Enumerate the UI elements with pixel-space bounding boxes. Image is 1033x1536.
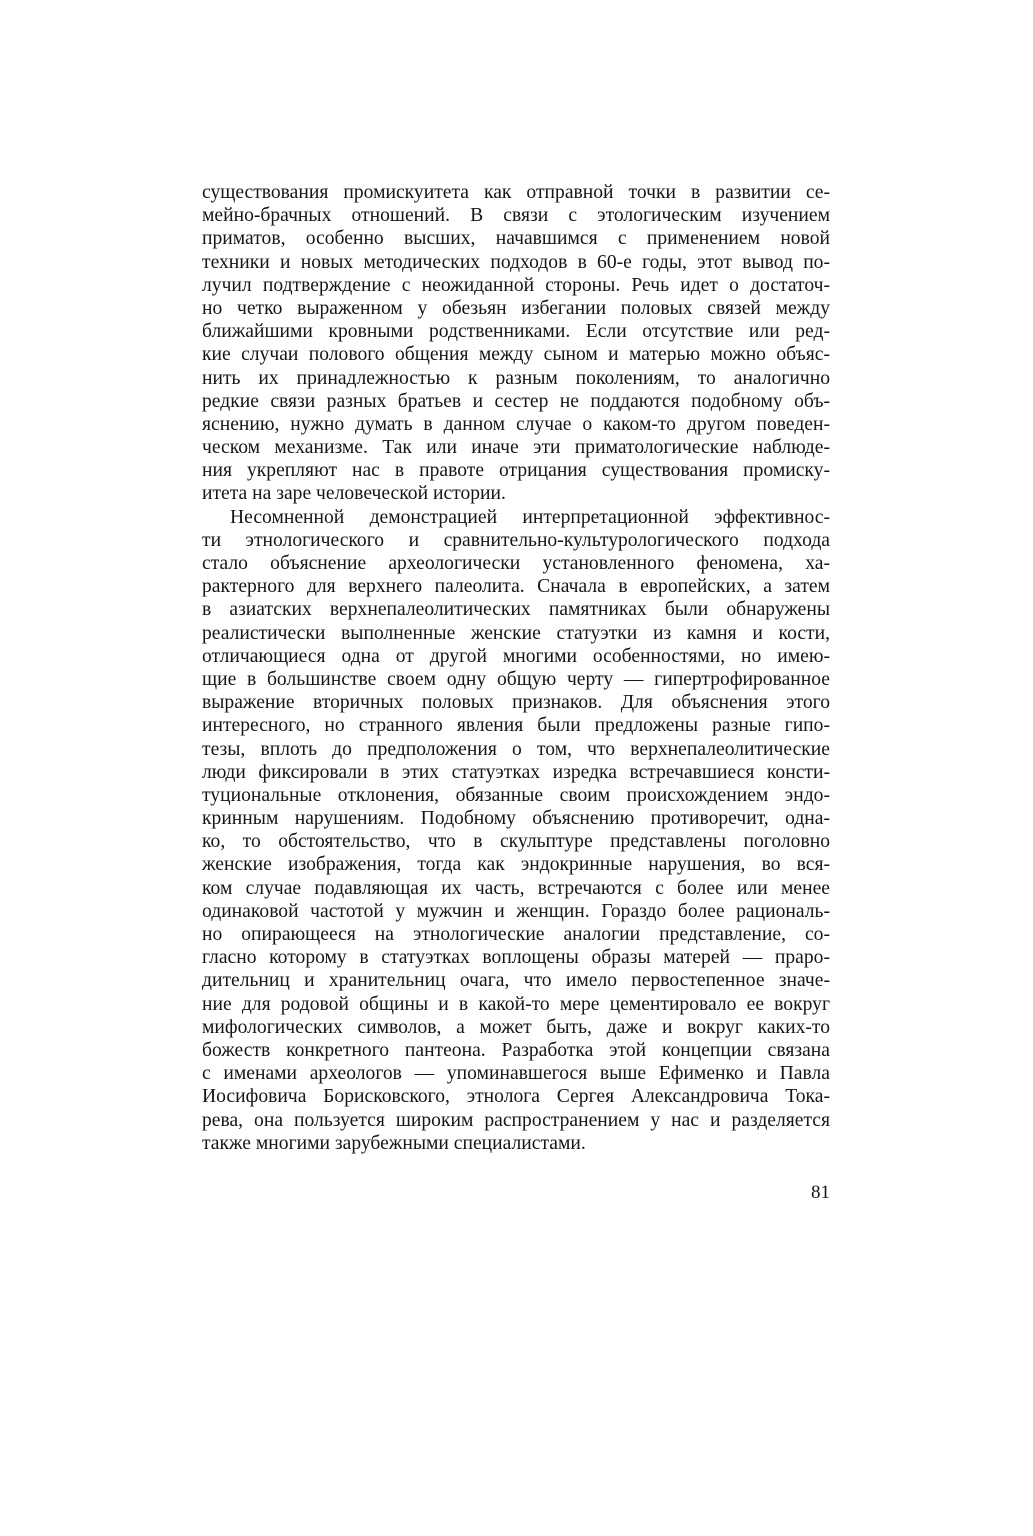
text-line: божеств конкретного пантеона. Разработка этой концепции связана bbox=[202, 1039, 830, 1061]
paragraph bbox=[202, 181, 830, 506]
text-line: техники и новых методических подходов в 60-е годы, этот вывод по- bbox=[202, 251, 830, 273]
text-line: приматов, особенно высших, начавшимся с применением новой bbox=[202, 228, 830, 250]
text-line: ния укрепляют нас в правоте отрицания существования промиску- bbox=[202, 460, 830, 482]
text-line: реалистически выполненные женские статуэтки из камня и кости, bbox=[202, 622, 830, 644]
text-line: гласно которому в статуэтках воплощены образы матерей — праро- bbox=[202, 947, 830, 969]
text-line: редкие связи разных братьев и сестер не поддаются подобному объ- bbox=[202, 390, 830, 412]
text-line: рева, она пользуется широким распространением у нас и разделяется bbox=[202, 1109, 830, 1131]
text-line: ближайшими кровными родственниками. Если отсутствие или ред- bbox=[202, 321, 830, 343]
text-line: одинаковой частотой у мужчин и женщин. Гораздо более рациональ- bbox=[202, 900, 830, 922]
text-line: стало объяснение археологически установленного феномена, ха- bbox=[202, 553, 830, 574]
text-line: мифологических символов, а может быть, даже и вокруг каких-то bbox=[202, 1016, 830, 1038]
text-line: ческом механизме. Так или иначе эти приматологические наблюде- bbox=[202, 437, 830, 459]
text-line: ние для родовой общины и в какой-то мере цементировало ее вокруг bbox=[202, 993, 830, 1015]
text-line: в азиатских верхнепалеолитических памятниках были обнаружены bbox=[202, 599, 830, 621]
text-line: существования промискуитета как отправной точки в развитии се- bbox=[202, 182, 830, 203]
text-line: ко, то обстоятельство, что в скульптуре представлены поголовно bbox=[202, 831, 830, 853]
text-line: но четко выраженном у обезьян избегании половых связей между bbox=[202, 297, 830, 319]
body-text bbox=[202, 181, 830, 1155]
text-line: кринным нарушениям. Подобному объяснению противоречит, одна- bbox=[202, 808, 830, 830]
text-line: щие в большинстве своем одну общую черту — гипертрофированное bbox=[202, 668, 830, 690]
text-line: ти этнологического и сравнительно-культурологического подхода bbox=[202, 529, 830, 551]
text-line: нить их принадлежностью к разным поколениям, то аналогично bbox=[202, 367, 830, 389]
text-line: мейно-брачных отношений. В связи с этологическим изучением bbox=[202, 205, 830, 227]
text-line: яснению, нужно думать в данном случае о каком-то другом поведен- bbox=[202, 413, 830, 435]
text-line: выражение вторичных половых признаков. Для объяснения этого bbox=[202, 692, 830, 714]
text-line: лучил подтверждение с неожиданной стороны. Речь идет о достаточ- bbox=[202, 274, 830, 296]
text-line: также многими зарубежными специалистами. bbox=[202, 1132, 586, 1154]
text-line: но опирающееся на этнологические аналогии представление, со- bbox=[202, 924, 830, 945]
text-line: отличающиеся одна от другой многими особенностями, но имею- bbox=[202, 645, 830, 667]
text-line: Несомненной демонстрацией интерпретационной эффективнос- bbox=[230, 506, 830, 528]
text-line: ком случае подавляющая их часть, встречаются с более или менее bbox=[202, 877, 830, 899]
text-line: кие случаи полового общения между сыном и матерью можно объяс- bbox=[202, 344, 830, 366]
text-line: женские изображения, тогда как эндокринные нарушения, во вся- bbox=[202, 854, 830, 876]
paragraph bbox=[202, 506, 830, 1155]
text-line: рактерного для верхнего палеолита. Сначала в европейских, а затем bbox=[202, 576, 830, 598]
text-line: люди фиксировали в этих статуэтках изредка встречавшиеся консти- bbox=[202, 761, 830, 783]
text-line: итета на заре человеческой истории. bbox=[202, 483, 506, 505]
text-line: с именами археологов — упоминавшегося выше Ефименко и Павла bbox=[202, 1063, 830, 1085]
text-line: тезы, вплоть до предположения о том, что верхнепалеолитические bbox=[202, 738, 830, 760]
text-line: дительниц и хранительниц очага, что имело первостепенное значе- bbox=[202, 970, 830, 992]
text-line: интересного, но странного явления были предложены разные гипо- bbox=[202, 715, 830, 737]
page-number: 81 bbox=[811, 1182, 830, 1203]
text-line: Иосифовича Борисковского, этнолога Сергея Александровича Тока- bbox=[202, 1086, 830, 1108]
text-line: туциональные отклонения, обязанные своим происхождением эндо- bbox=[202, 784, 830, 806]
